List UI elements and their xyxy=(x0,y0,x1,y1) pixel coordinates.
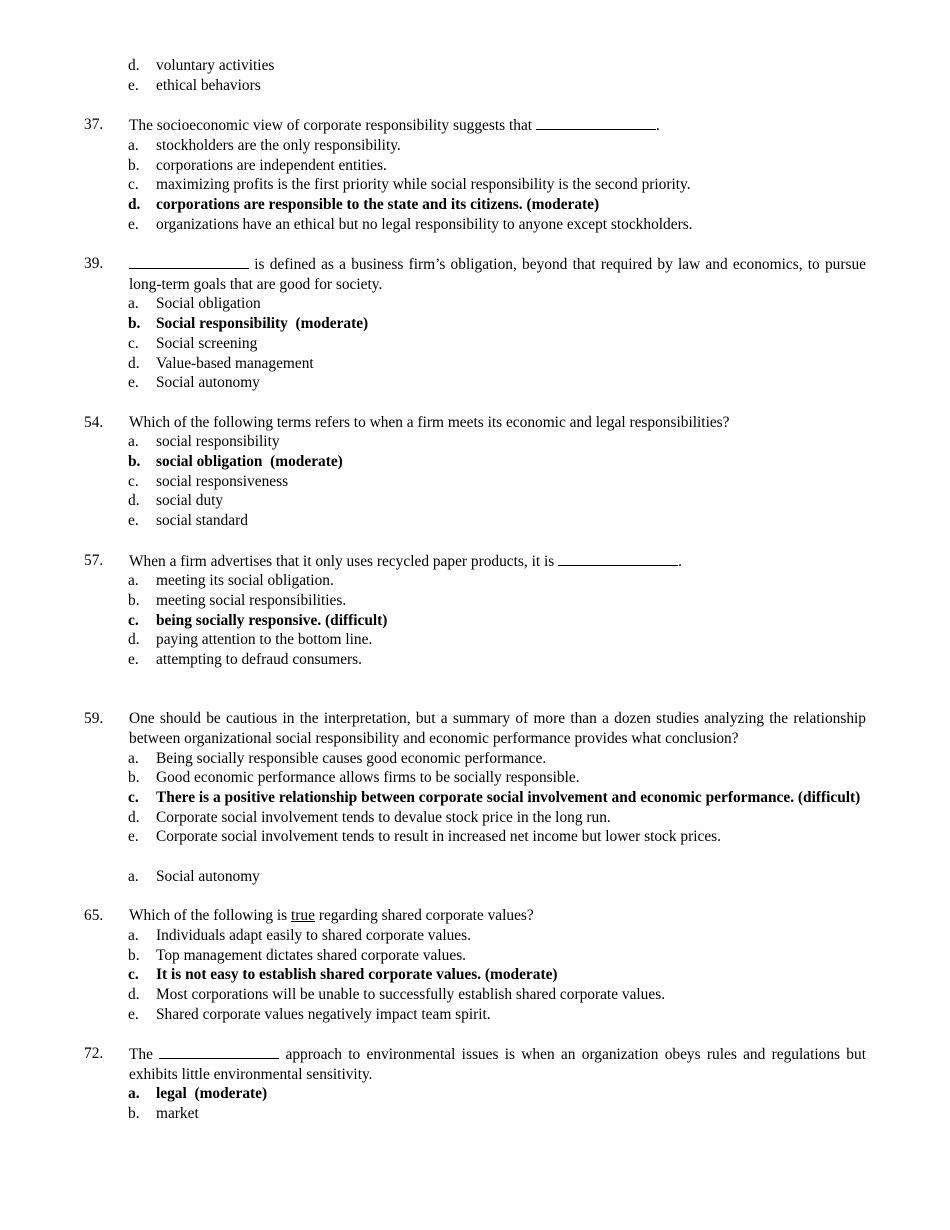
correct-option: b. Social responsibility (moderate) xyxy=(128,315,369,333)
option: d. social duty xyxy=(128,492,224,510)
question-number: 57. xyxy=(84,551,104,569)
option: b. Good economic performance allows firms to be socially responsible. xyxy=(128,769,580,787)
question-65 xyxy=(0,906,950,1024)
option: d. Value-based management xyxy=(128,354,314,372)
answer-blank xyxy=(558,551,678,566)
question-39 xyxy=(0,254,950,393)
option: a. Being socially responsible causes good economic performance. xyxy=(128,749,547,767)
correct-option: c. being socially responsive. (difficult) xyxy=(128,611,388,629)
question-57 xyxy=(0,551,950,670)
answer-blank xyxy=(536,115,656,130)
option: c. maximizing profits is the first priority while social responsibility is the second priority. xyxy=(128,176,691,194)
stray-option xyxy=(0,867,950,887)
correct-option: b. social obligation (moderate) xyxy=(128,453,343,471)
question-stem: The approach to environmental issues is when an organization obeys rules and regulations but exhibits little environmental sensitivity. xyxy=(129,1046,866,1083)
question-stem: When a firm advertises that it only uses recycled paper products, it is . xyxy=(129,552,682,570)
question-number: 39. xyxy=(84,255,104,272)
option: d. Corporate social involvement tends to devalue stock price in the long run. xyxy=(128,808,611,826)
question-54 xyxy=(0,413,950,531)
option: e. social standard xyxy=(128,512,248,530)
correct-option: c. It is not easy to establish shared corporate values. (moderate) xyxy=(128,966,558,984)
question-number: 65. xyxy=(84,907,104,925)
option: a. social responsibility xyxy=(128,433,280,451)
option: e. ethical behaviors xyxy=(128,76,261,94)
option: b. meeting social responsibilities. xyxy=(128,591,347,609)
option: b. market xyxy=(128,1105,199,1123)
correct-option: a. legal (moderate) xyxy=(128,1085,268,1103)
option: a. Social autonomy xyxy=(128,867,260,885)
question-stem: Which of the following terms refers to when a firm meets its economic and legal responsibilities? xyxy=(129,413,730,431)
option: d. paying attention to the bottom line. xyxy=(128,631,373,649)
question-stem: One should be cautious in the interpretation, but a summary of more than a dozen studies analyzing the relationship between organizational social responsibility and economic performance provides what conclusion? xyxy=(129,710,866,747)
exam-page xyxy=(0,56,950,1144)
question-37 xyxy=(0,115,950,234)
option: d. Most corporations will be unable to successfully establish shared corporate values. xyxy=(128,985,666,1003)
option: a. meeting its social obligation. xyxy=(128,572,334,590)
question-59 xyxy=(0,709,950,847)
question-number: 37. xyxy=(84,116,104,134)
answer-blank xyxy=(159,1044,279,1059)
option: e. Social autonomy xyxy=(128,374,260,392)
question-stem: is defined as a business firm’s obligation, beyond that required by law and economics, to pursue long-term goals that are good for society. xyxy=(129,256,866,293)
answer-blank xyxy=(129,254,249,269)
option: a. stockholders are the only responsibility. xyxy=(128,136,401,154)
spacer xyxy=(0,689,950,709)
correct-option: d. corporations are responsible to the state and its citizens. (moderate) xyxy=(128,195,600,213)
option: e. Shared corporate values negatively impact team spirit. xyxy=(128,1005,491,1023)
option: d. voluntary activities xyxy=(128,57,275,74)
option: b. Top management dictates shared corporate values. xyxy=(128,946,467,964)
question-number: 59. xyxy=(84,710,104,728)
question-number: 72. xyxy=(84,1045,104,1063)
question-number: 54. xyxy=(84,413,104,431)
option: a. Individuals adapt easily to shared corporate values. xyxy=(128,926,471,944)
option: e. Corporate social involvement tends to result in increased net income but lower stock prices. xyxy=(128,828,722,846)
option: e. attempting to defraud consumers. xyxy=(128,651,363,669)
question-stem: Which of the following is true regarding shared corporate values? xyxy=(129,907,534,925)
continued-options xyxy=(0,56,950,95)
option: b. corporations are independent entities. xyxy=(128,156,387,174)
option: c. social responsiveness xyxy=(128,472,289,490)
option: a. Social obligation xyxy=(128,295,261,313)
correct-option: c. There is a positive relationship between corporate social involvement and economic performance. (difficult) xyxy=(128,788,861,806)
question-72 xyxy=(0,1044,950,1124)
option: e. organizations have an ethical but no legal responsibility to anyone except stockholders. xyxy=(128,215,693,233)
question-stem: The socioeconomic view of corporate responsibility suggests that . xyxy=(129,117,660,135)
option: c. Social screening xyxy=(128,334,258,352)
